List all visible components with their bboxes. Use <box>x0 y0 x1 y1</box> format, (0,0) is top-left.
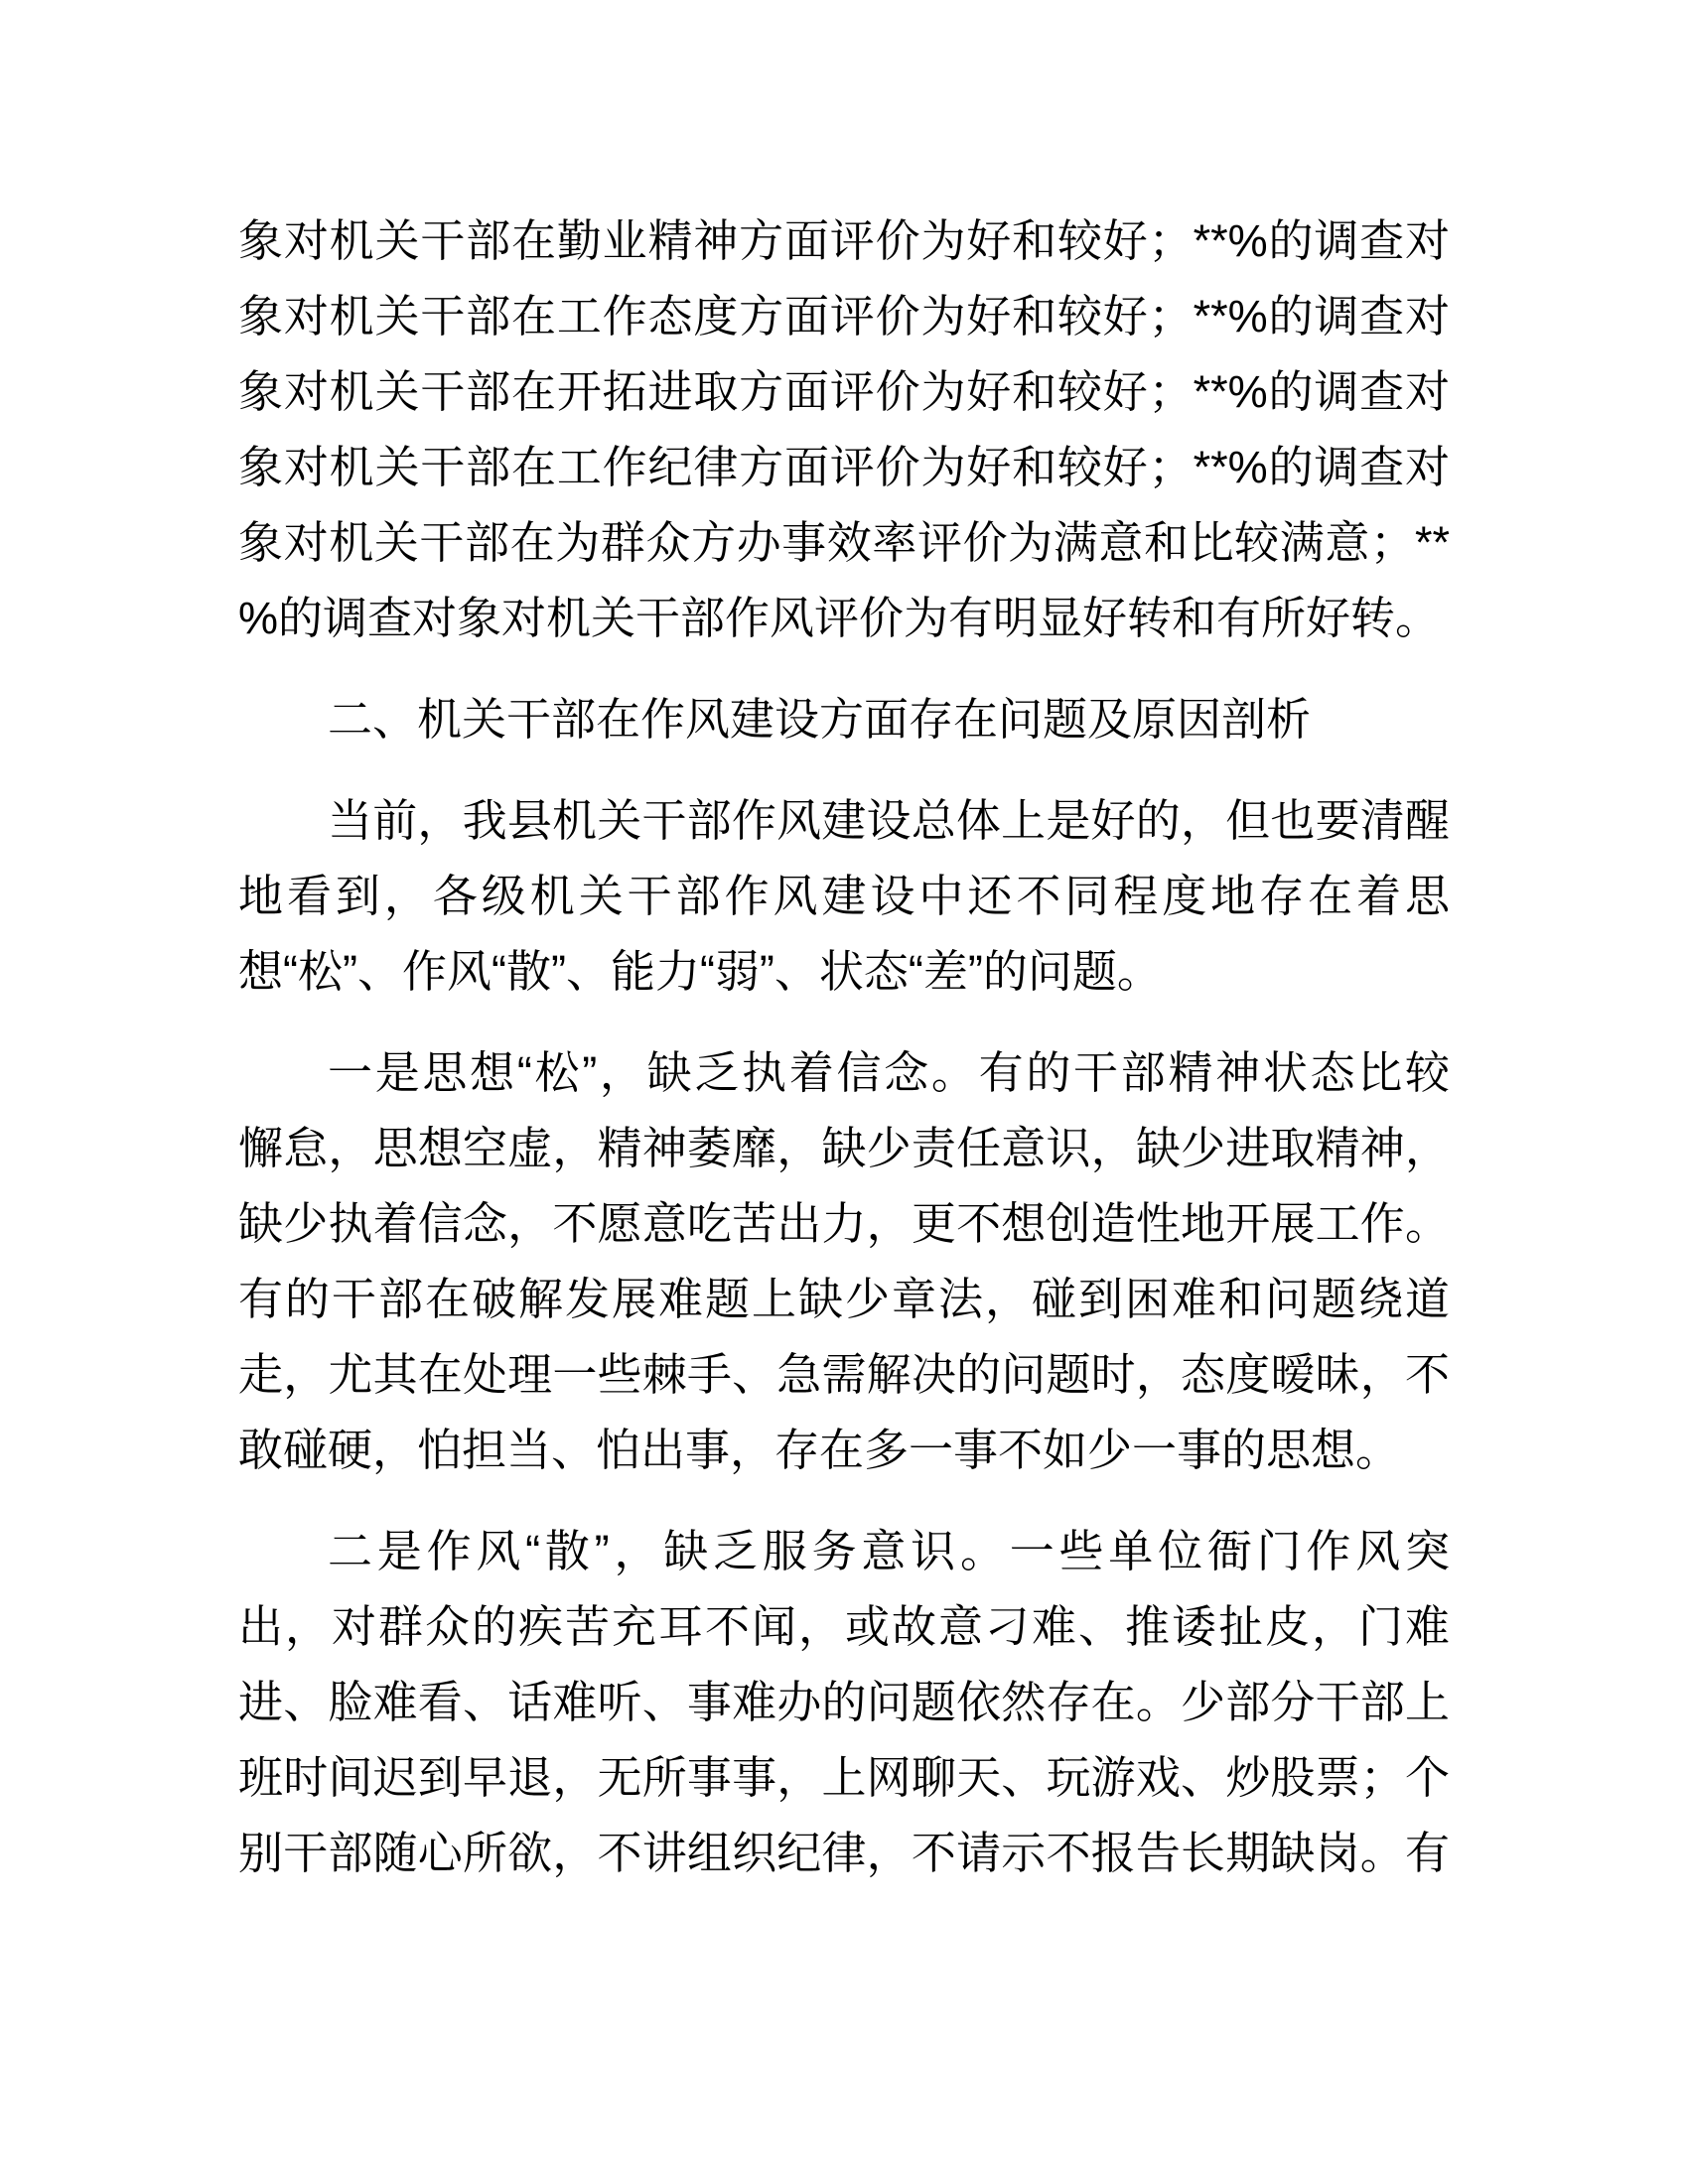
text-line: 象对机关干部在勤业精神方面评价为好和较好；**%的调查对 <box>238 215 1450 266</box>
text-line: 象对机关干部在工作态度方面评价为好和较好；**%的调查对 <box>238 291 1450 341</box>
text-line: 象对机关干部在为群众方办事效率评价为满意和比较满意；** <box>238 517 1450 568</box>
text-line: 想“松”、作风“散”、能力“弱”、状态“差”的问题。 <box>238 946 1162 997</box>
text-line: %的调查对象对机关干部作风评价为有明显好转和有所好转。 <box>238 593 1441 643</box>
paragraph <box>238 783 1450 1010</box>
text-line: 懈怠，思想空虚，精神萎靡，缺少责任意识，缺少进取精神， <box>238 1123 1450 1173</box>
text-line: 出，对群众的疾苦充耳不闻，或故意刁难、推诿扯皮，门难 <box>238 1601 1450 1652</box>
text-line: 二是作风“散”，缺乏服务意识。一些单位衙门作风突 <box>328 1526 1450 1576</box>
text-line: 进、脸难看、话难听、事难办的问题依然存在。少部分干部上 <box>238 1677 1450 1727</box>
heading-line: 二、机关干部在作风建设方面存在问题及原因剖析 <box>328 694 1312 745</box>
paragraph <box>238 204 1450 656</box>
text-line: 当前，我县机关干部作风建设总体上是好的，但也要清醒 <box>328 795 1450 846</box>
text-line: 走，尤其在处理一些棘手、急需解决的问题时，态度暧昧，不 <box>238 1349 1450 1400</box>
section-heading <box>238 682 1450 757</box>
document-body <box>238 204 1450 1891</box>
text-line: 别干部随心所欲，不讲组织纪律，不请示不报告长期缺岗。有 <box>238 1828 1450 1878</box>
text-line: 缺少执着信念，不愿意吃苦出力，更不想创造性地开展工作。 <box>238 1198 1450 1249</box>
text-line: 象对机关干部在开拓进取方面评价为好和较好；**%的调查对 <box>238 366 1450 417</box>
text-line: 有的干部在破解发展难题上缺少章法，碰到困难和问题绕道 <box>238 1274 1450 1324</box>
text-line: 地看到，各级机关干部作风建设中还不同程度地存在着思 <box>238 871 1450 921</box>
text-line: 一是思想“松”，缺乏执着信念。有的干部精神状态比较 <box>328 1047 1450 1098</box>
paragraph <box>238 1035 1450 1488</box>
paragraph <box>238 1514 1450 1891</box>
text-line: 敢碰硬，怕担当、怕出事，存在多一事不如少一事的思想。 <box>238 1425 1401 1475</box>
text-line: 班时间迟到早退，无所事事，上网聊天、玩游戏、炒股票；个 <box>238 1752 1450 1803</box>
text-line: 象对机关干部在工作纪律方面评价为好和较好；**%的调查对 <box>238 442 1450 492</box>
